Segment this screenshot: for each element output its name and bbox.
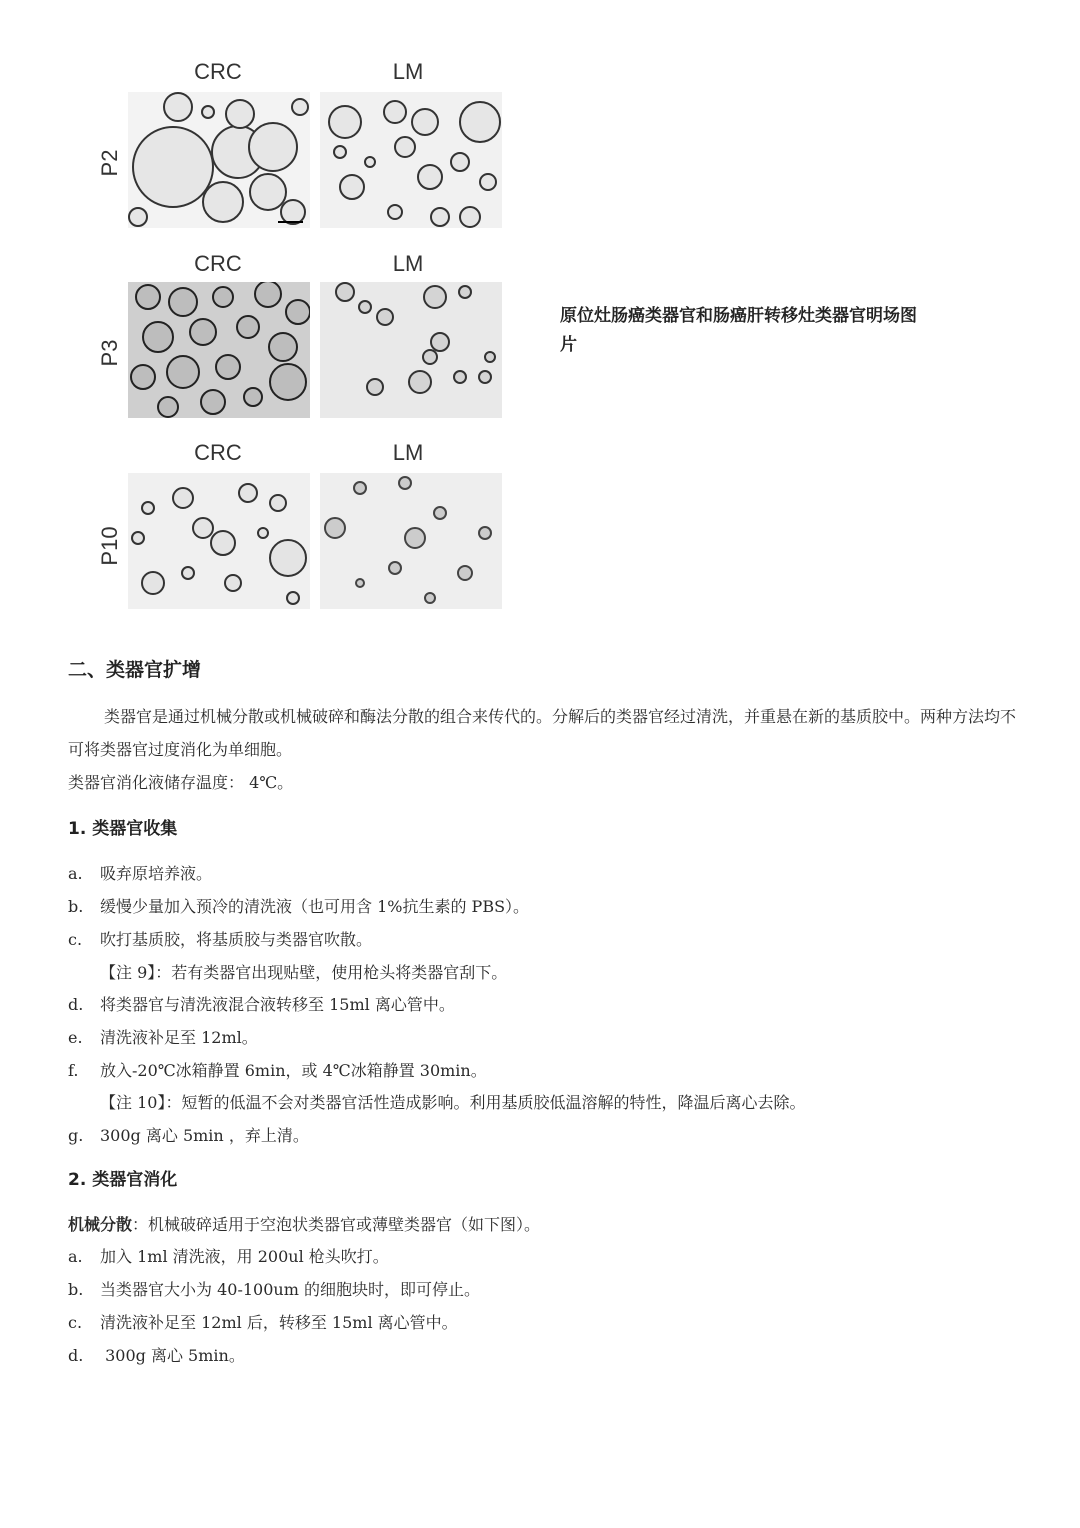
digest-step: b. 当类器官大小为 40-100um 的细胞块时，即可停止。 <box>68 1280 480 1299</box>
col-label-lm-p3: LM <box>392 251 424 276</box>
row-label-p3: P3 <box>97 339 122 367</box>
note-9: 【注 9】：若有类器官出现贴壁，使用枪头将类器官刮下。 <box>100 963 508 982</box>
col-label-lm-p10: LM <box>392 440 424 465</box>
collect-step: g. 300g 离心 5min ，弃上清。 <box>68 1126 309 1145</box>
digest-title: 2. 类器官消化 <box>68 1170 178 1190</box>
col-label-lm-p2: LM <box>392 59 424 84</box>
micrograph-crc-p3 <box>128 282 310 418</box>
row-label-p10: P10 <box>97 526 122 566</box>
row-label-p2: P2 <box>97 149 122 177</box>
micrograph-crc-p10 <box>128 473 310 609</box>
organoid-brightfield-figure <box>90 55 520 615</box>
micrograph-lm-p2 <box>320 92 502 228</box>
storage-line: 类器官消化液储存温度： 4℃。 <box>68 773 294 792</box>
col-label-crc-p2: CRC <box>194 59 242 84</box>
digest-step: c. 清洗液补足至 12ml 后，转移至 15ml 离心管中。 <box>68 1313 458 1332</box>
intro-paragraph: 类器官是通过机械分散或机械破碎和酶法分散的组合来传代的。分解后的类器官经过清洗，并重悬在新的基质胶中。两种方法均不可将类器官过度消化为单细胞。 <box>68 707 1017 759</box>
micrograph-lm-p10 <box>320 473 502 609</box>
collect-step: a. 吸弃原培养液。 <box>68 864 213 883</box>
collect-step: b. 缓慢少量加入预冷的清洗液（也可用含 1%抗生素的 PBS）。 <box>68 897 530 916</box>
col-label-crc-p10: CRC <box>194 440 242 465</box>
collect-step: d. 将类器官与清洗液混合液转移至 15ml 离心管中。 <box>68 995 455 1014</box>
note-10: 【注 10】：短暂的低温不会对类器官活性造成影响。利用基质胶低温溶解的特性，降温后离心去除。 <box>100 1093 806 1112</box>
collect-step: c. 吹打基质胶，将基质胶与类器官吹散。 <box>68 930 373 949</box>
micrograph-lm-p3 <box>320 282 502 418</box>
digest-step: d. 300g 离心 5min。 <box>68 1346 245 1365</box>
micrograph-crc-p2 <box>128 92 310 228</box>
digest-step: a. 加入 1ml 清洗液，用 200ul 枪头吹打。 <box>68 1247 389 1266</box>
collect-step: f. 放入-20℃冰箱静置 6min，或 4℃冰箱静置 30min。 <box>68 1061 487 1080</box>
figure-caption: 原位灶肠癌类器官和肠癌肝转移灶类器官明场图片 <box>560 306 917 355</box>
col-label-crc-p3: CRC <box>194 251 242 276</box>
section-title: 二、类器官扩增 <box>68 659 202 681</box>
collect-step: e. 清洗液补足至 12ml。 <box>68 1028 258 1047</box>
collect-title: 1. 类器官收集 <box>68 819 178 839</box>
method-line: 机械分散：机械破碎适用于空泡状类器官或薄壁类器官（如下图）。 <box>68 1215 541 1234</box>
